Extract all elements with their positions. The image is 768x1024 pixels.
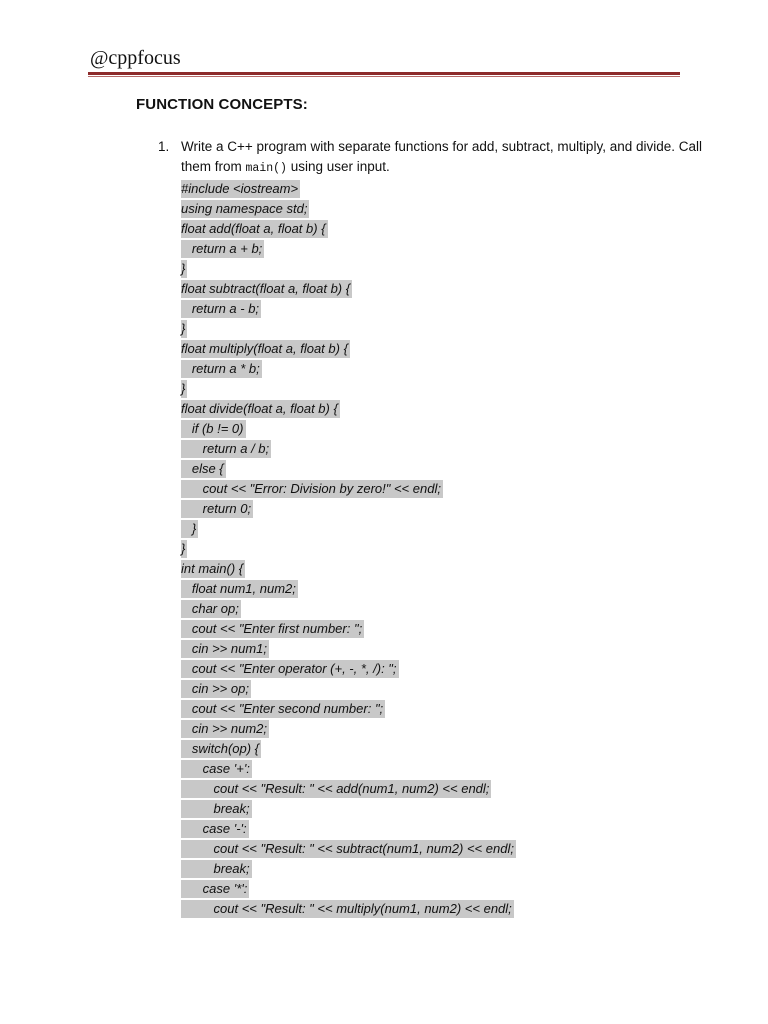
code-line — [181, 739, 516, 759]
code-line-text: cin >> num1; — [181, 641, 267, 656]
code-line-text: using namespace std; — [181, 201, 308, 216]
code-line-text: cout << "Result: " << add(num1, num2) << endl; — [181, 781, 490, 796]
code-line — [181, 219, 516, 239]
question-text-line2 — [181, 159, 390, 175]
code-line-text: break; — [181, 801, 250, 816]
code-line — [181, 439, 516, 459]
code-line-text: cout << "Enter operator (+, -, *, /): "; — [181, 661, 397, 676]
code-line-text: cout << "Result: " << multiply(num1, num2) << endl; — [181, 901, 512, 916]
page-header-title: @cppfocus — [90, 47, 181, 69]
code-line — [181, 799, 516, 819]
question-text-line1: Write a C++ program with separate functions for add, subtract, multiply, and divide. Call — [181, 139, 702, 154]
code-line-text: if (b != 0) — [181, 421, 244, 436]
code-line — [181, 759, 516, 779]
code-line-text: } — [181, 381, 186, 396]
code-line — [181, 299, 516, 319]
code-block — [181, 179, 516, 919]
code-line — [181, 679, 516, 699]
inline-code-main: main() — [245, 162, 287, 175]
code-line — [181, 859, 516, 879]
code-line-text: float add(float a, float b) { — [181, 221, 326, 236]
code-line — [181, 599, 516, 619]
code-line-text: return a / b; — [181, 441, 270, 456]
code-line — [181, 199, 516, 219]
code-line — [181, 279, 516, 299]
code-line — [181, 179, 516, 199]
code-line-text: cout << "Enter first number: "; — [181, 621, 363, 636]
code-line-text: case '+': — [181, 761, 250, 776]
code-line-text: } — [181, 541, 186, 556]
code-line-text: } — [181, 321, 186, 336]
code-line-text: cin >> op; — [181, 681, 249, 696]
question-text-suffix: using user input. — [286, 159, 390, 174]
code-line-text: float multiply(float a, float b) { — [181, 341, 348, 356]
code-line — [181, 719, 516, 739]
code-line-text: cin >> num2; — [181, 721, 267, 736]
code-line — [181, 659, 516, 679]
code-line — [181, 619, 516, 639]
code-line — [181, 699, 516, 719]
code-line — [181, 639, 516, 659]
code-line-text: return a * b; — [181, 361, 260, 376]
code-line — [181, 579, 516, 599]
code-line — [181, 379, 516, 399]
code-line — [181, 839, 516, 859]
code-line-text: return a - b; — [181, 301, 260, 316]
code-line-text: return a + b; — [181, 241, 263, 256]
code-line-text: case '-': — [181, 821, 247, 836]
section-title: FUNCTION CONCEPTS: — [136, 96, 308, 113]
code-line-text: switch(op) { — [181, 741, 260, 756]
code-line — [181, 339, 516, 359]
code-line-text: cout << "Result: " << subtract(num1, num2) << endl; — [181, 841, 514, 856]
code-line-text: int main() { — [181, 561, 244, 576]
code-line — [181, 359, 516, 379]
code-line-text: } — [181, 521, 197, 536]
code-line — [181, 479, 516, 499]
code-line — [181, 459, 516, 479]
code-line-text: cout << "Error: Division by zero!" << endl; — [181, 481, 441, 496]
code-line-text: #include <iostream> — [181, 181, 299, 196]
code-line — [181, 499, 516, 519]
header-rule-thin — [88, 76, 680, 77]
code-line-text: return 0; — [181, 501, 252, 516]
code-line-text: case '*': — [181, 881, 248, 896]
code-line — [181, 259, 516, 279]
code-line-text: cout << "Enter second number: "; — [181, 701, 384, 716]
code-line — [181, 899, 516, 919]
code-line — [181, 879, 516, 899]
code-line-text: } — [181, 261, 186, 276]
code-line-text: break; — [181, 861, 250, 876]
code-line-text: float subtract(float a, float b) { — [181, 281, 351, 296]
code-line — [181, 559, 516, 579]
code-line — [181, 519, 516, 539]
code-line — [181, 319, 516, 339]
question-text-prefix: them from — [181, 159, 246, 174]
code-line-text: else { — [181, 461, 224, 476]
code-line-text: float num1, num2; — [181, 581, 296, 596]
code-line — [181, 399, 516, 419]
question-number: 1. — [158, 139, 170, 154]
code-line — [181, 819, 516, 839]
code-line — [181, 539, 516, 559]
code-line — [181, 419, 516, 439]
header-rule-thick — [88, 72, 680, 75]
code-line-text: char op; — [181, 601, 239, 616]
code-line — [181, 239, 516, 259]
code-line — [181, 779, 516, 799]
code-line-text: float divide(float a, float b) { — [181, 401, 338, 416]
